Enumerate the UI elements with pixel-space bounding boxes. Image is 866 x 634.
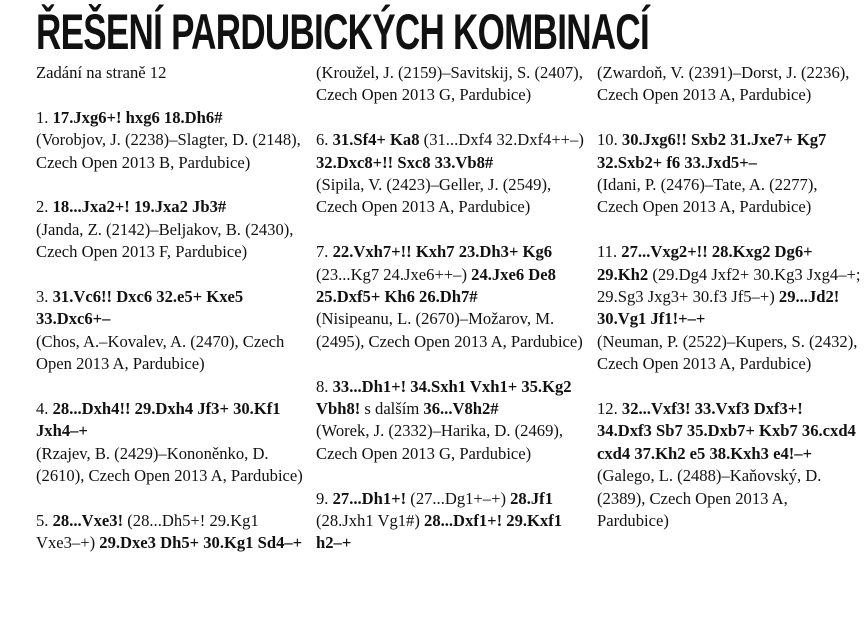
solution-entry (36, 107, 304, 174)
solution-moves: 30.Jxg6!! Sxb2 31.Jxe7+ Kg7 32.Sxb2+ f6 33.Jxd5+– (597, 130, 827, 172)
solution-entry (316, 129, 584, 219)
game-source: (Janda, Z. (2142)–Beljakov, B. (2430), Czech Open 2013 F, Pardubice) (36, 219, 294, 262)
solution-moves-continued: 28.Jf1 (510, 488, 553, 508)
solution-entry (597, 129, 861, 219)
variation-text: (31...Dxf4 32.Dxf4++–) (419, 130, 584, 150)
solution-moves: 17.Jxg6+! hxg6 18.Dh6# (52, 107, 223, 127)
solution-number: 7. (316, 242, 329, 262)
solution-entry (316, 241, 584, 353)
game-source: (Zwardoň, V. (2391)–Dorst, J. (2236), Czech Open 2013 A, Pardubice) (597, 63, 850, 105)
solution-moves: 28...Dxh4!! 29.Dxh4 Jf3+ 30.Kf1 Jxh4–+ (36, 399, 281, 441)
solution-entry-continued (597, 62, 861, 107)
variation-text: (28...Dh5+! 29.Kg1 Vxe3–+) (36, 511, 259, 553)
solution-entry (36, 398, 304, 488)
solution-number: 10. (597, 130, 618, 150)
variation-text: (29.Dg4 Jxf2+ 30.Kg3 Jxg4–+; 29.Sg3 Jxg3+ 30.f3 Jf5–+) (597, 264, 861, 307)
page-title: ŘEŠENÍ PARDUBICKÝCH KOMBINACÍ (36, 4, 649, 60)
solution-moves: 18...Jxa2+! 19.Jxa2 Jb3# (52, 197, 227, 217)
solution-moves: 31.Sf4+ Ka8 (332, 130, 420, 150)
solution-moves: 28...Vxe3! (52, 511, 124, 531)
solution-moves: 27...Dh1+! (332, 488, 407, 508)
solution-number: 2. (36, 197, 49, 217)
solution-moves: 32...Vxf3! 33.Vxf3 Dxf3+! 34.Dxf3 Sb7 35.Dxb7+ Kxb7 36.cxd4 cxd4 37.Kh2 e5 38.Kxh3 e4!–+ (597, 399, 856, 463)
solution-number: 5. (36, 511, 49, 531)
solution-entry (36, 286, 304, 376)
solution-moves: 27...Vxg2+!! 28.Kxg2 Dg6+ 29.Kh2 (597, 242, 813, 284)
variation-text-2: (28.Jxh1 Vg1#) (316, 511, 425, 531)
game-source: (Vorobjov, J. (2238)–Slagter, D. (2148), Czech Open 2013 B, Pardubice) (36, 130, 301, 172)
game-source: (Galego, L. (2488)–Kaňovský, D. (2389), Czech Open 2013 A, Pardubice) (597, 466, 822, 531)
game-source: (Kroužel, J. (2159)–Savitskij, S. (2407), Czech Open 2013 G, Pardubice) (316, 63, 583, 105)
solution-number: 8. (316, 376, 329, 396)
solution-moves-continued: 32.Dxc8+!! Sxc8 33.Vb8# (316, 152, 494, 172)
solution-number: 12. (597, 399, 618, 419)
variation-text: s dalším (360, 399, 424, 419)
solution-entry-continued (316, 62, 584, 107)
solution-number: 6. (316, 130, 329, 150)
solution-entry (36, 510, 304, 555)
solution-moves-continued: 24.Jxe6 De8 25.Dxf5+ Kh6 26.Dh7# (316, 264, 556, 307)
solution-entry (36, 196, 304, 263)
solution-entry (597, 398, 861, 532)
solution-moves: 22.Vxh7+!! Kxh7 23.Dh3+ Kg6 (332, 242, 553, 262)
solution-number: 1. (36, 107, 49, 127)
game-source: (Sipila, V. (2423)–Geller, J. (2549), Czech Open 2013 A, Pardubice) (316, 175, 552, 217)
solution-moves: 33...Dh1+! 34.Sxh1 Vxh1+ 35.Kg2 Vbh8! (316, 376, 572, 419)
solution-number: 3. (36, 287, 49, 307)
solution-entry (316, 488, 584, 555)
game-source: (Idani, P. (2476)–Tate, A. (2277), Czech Open 2013 A, Pardubice) (597, 175, 818, 217)
variation-text: (27...Dg1+–+) (406, 488, 511, 508)
variation-text: (23...Kg7 24.Jxe6++–) (316, 264, 472, 284)
solution-number: 9. (316, 488, 329, 508)
game-source: (Neuman, P. (2522)–Kupers, S. (2432), Czech Open 2013 A, Pardubice) (597, 331, 858, 374)
solution-moves-continued: 29...Jd2! 30.Vg1 Jf1!+–+ (597, 287, 840, 329)
solution-number: 11. (597, 242, 618, 262)
solution-entry (316, 376, 584, 466)
column-3 (597, 62, 861, 555)
solution-moves-continued: 36...V8h2# (423, 399, 499, 419)
column-2 (316, 62, 584, 577)
solution-entry (597, 241, 861, 375)
solution-moves-continued: 29.Dxe3 Dh5+ 30.Kg1 Sd4–+ (99, 533, 303, 553)
game-source: (Nisipeanu, L. (2670)–Možarov, M. (2495), Czech Open 2013 A, Pardubice) (316, 309, 583, 351)
column-1 (36, 62, 304, 577)
intro-note: Zadání na straně 12 (36, 63, 167, 82)
game-source: (Chos, A.–Kovalev, A. (2470), Czech Open 2013 A, Pardubice) (36, 331, 285, 374)
game-source: (Rzajev, B. (2429)–Kononěnko, D. (2610), Czech Open 2013 A, Pardubice) (36, 443, 303, 486)
game-source: (Worek, J. (2332)–Harika, D. (2469), Czech Open 2013 G, Pardubice) (316, 421, 564, 463)
solution-number: 4. (36, 399, 49, 419)
solution-moves: 31.Vc6!! Dxc6 32.e5+ Kxe5 33.Dxc6+– (36, 287, 244, 329)
solution-moves-continued-2: 28...Dxf1+! 29.Kxf1 h2–+ (316, 511, 563, 553)
